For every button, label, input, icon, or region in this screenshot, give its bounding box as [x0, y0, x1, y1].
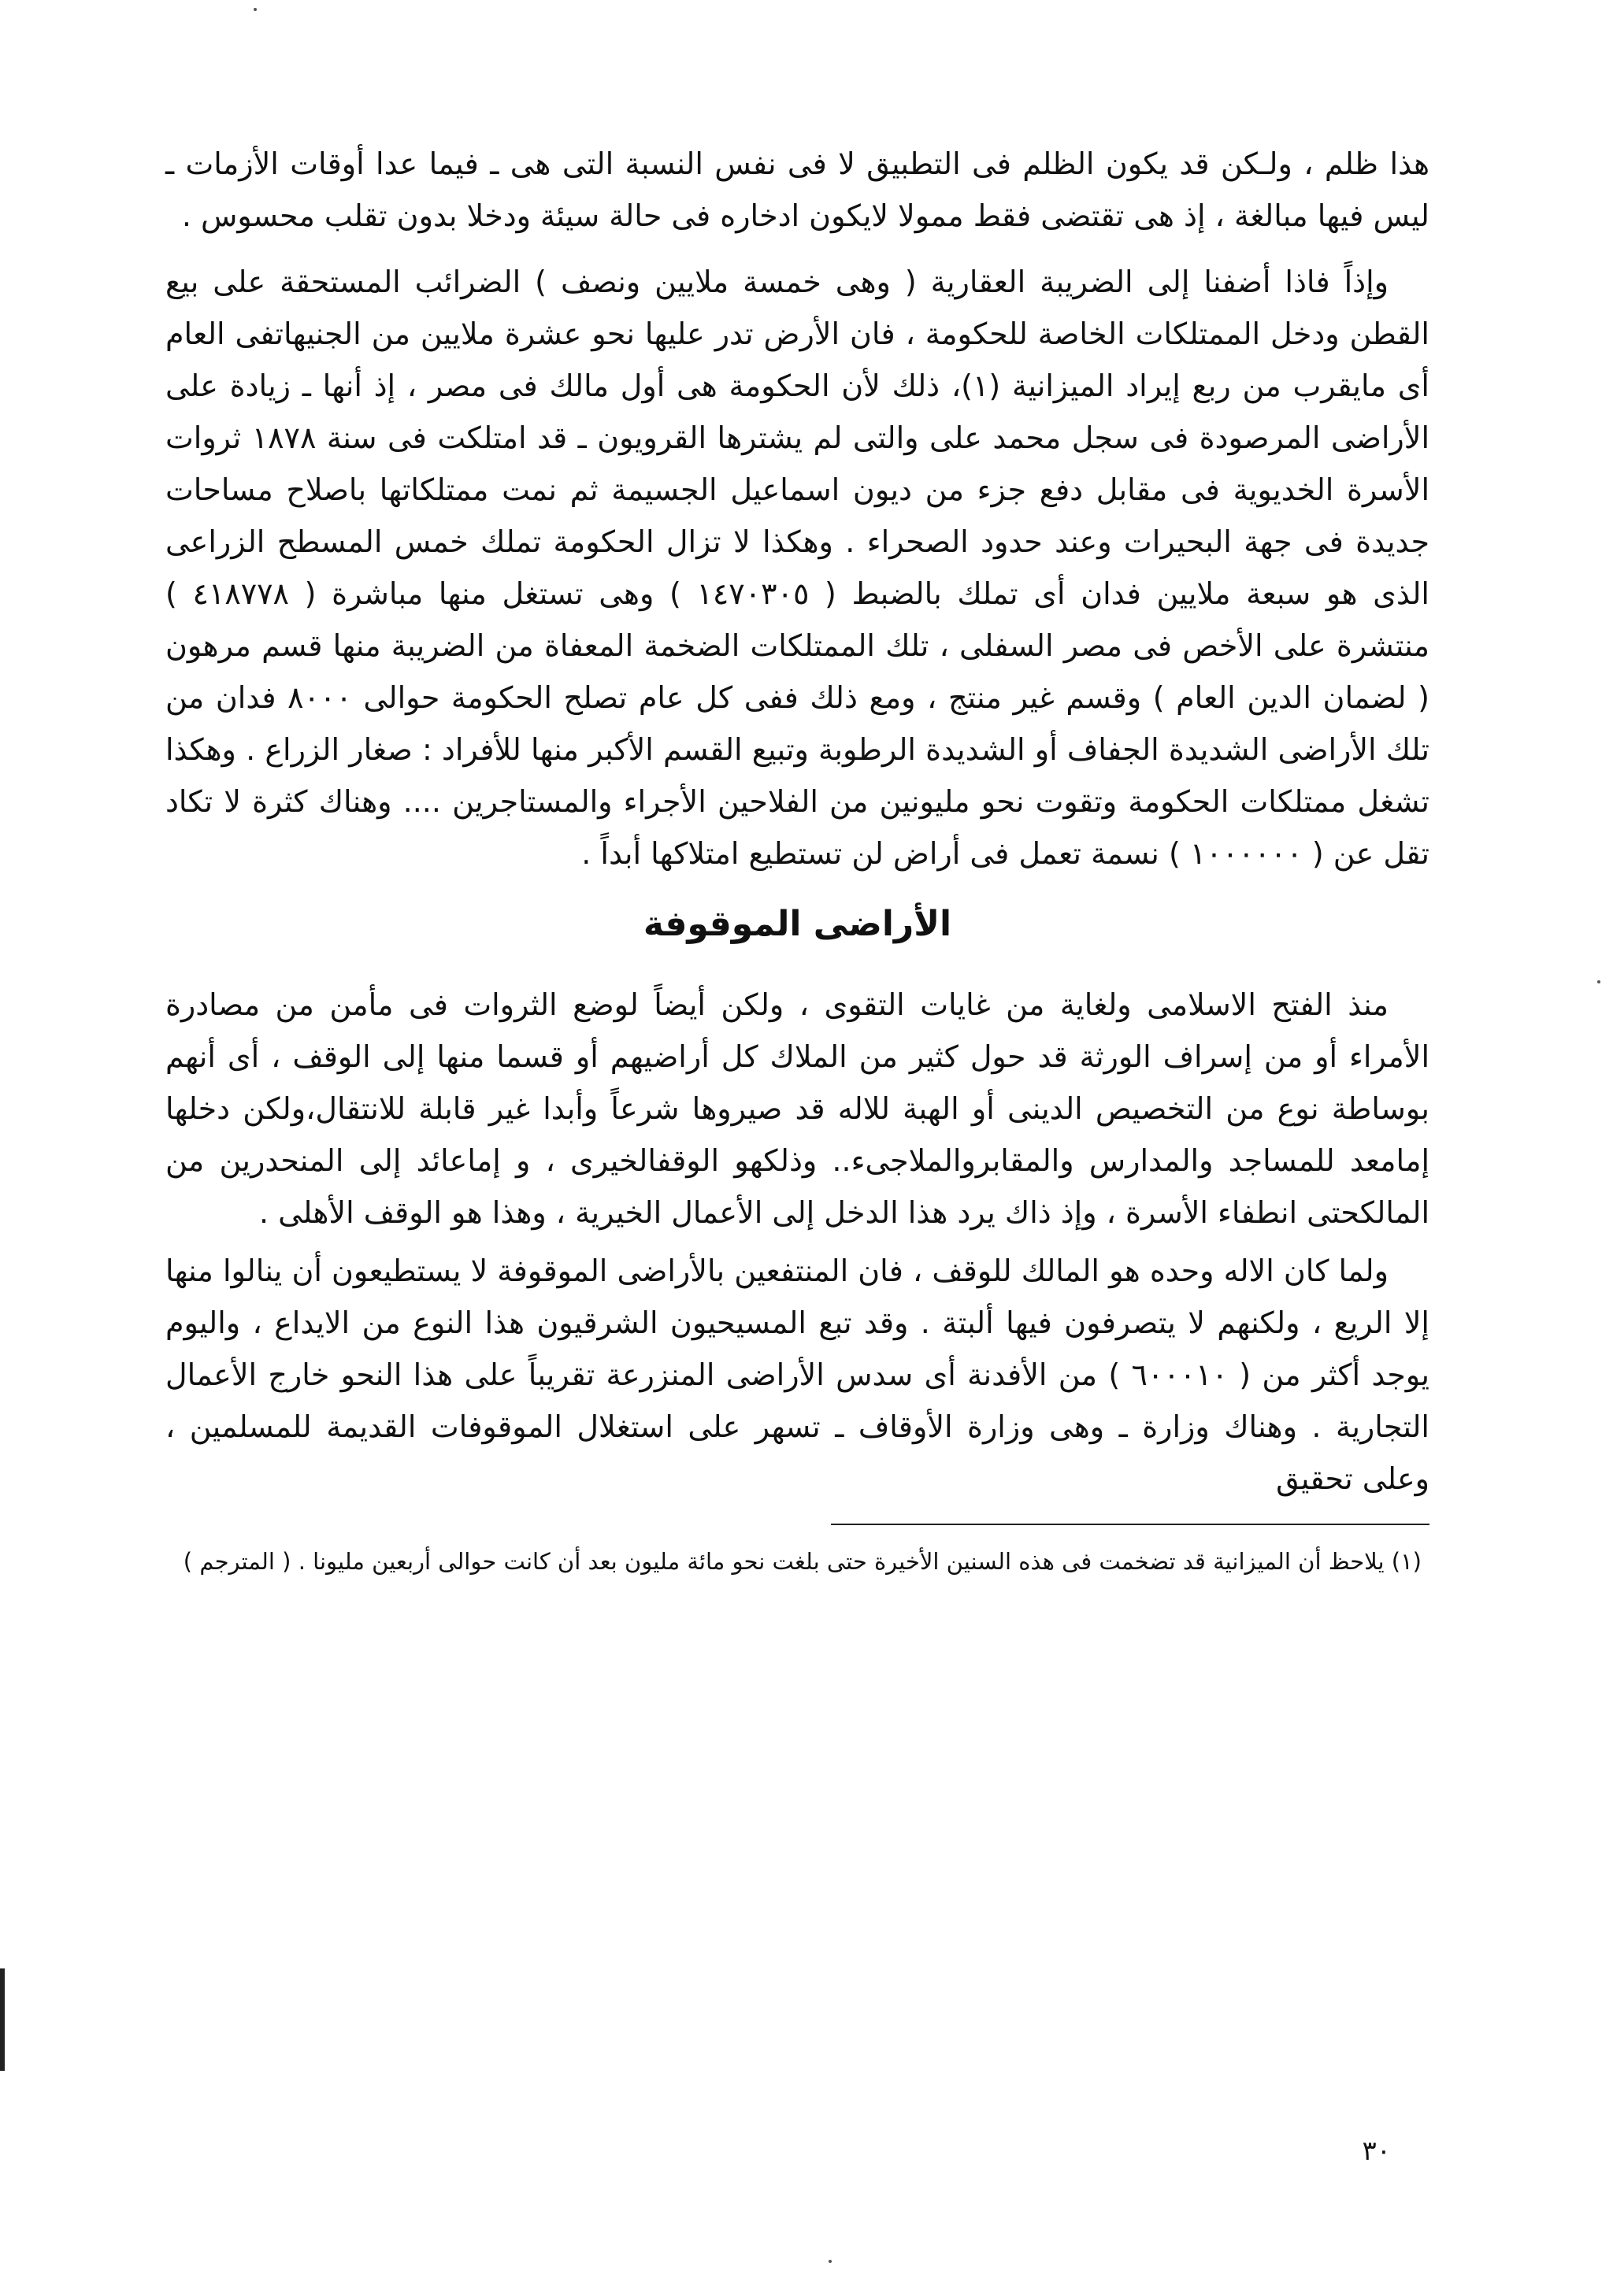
section-paragraph-2: ولما كان الاله وحده هو المالك للوقف ، فان المنتفعين بالأراضى الموقوفة لا يستطيعون أن ينالوا منها إلا الريع ، ولكنهم لا يتصرفون فيها ألبتة . وقد تبع المسيحيون الشرقيون هذا النوع من الايداع ، واليوم يوجد أكثر من ( ٦٠٠٠١٠ ) من الأفدنة أى سدس الأراضى المنزرعة تقريباً على هذا النحو خارج الأعمال التجارية . وهناك وزارة ـ وهى وزارة الأوقاف ـ تسهر على استغلال الموقوفات القديمة للمسلمين ، وعلى تحقيق — [165, 1254, 1429, 1496]
footnote: (١) يلاحظ أن الميزانية قد تضخمت فى هذه السنين الأخيرة حتى بلغت نحو مائة مليون بعد أن كانت حوالى أربعين مليونا . ( المترجم ) — [183, 1548, 1422, 1575]
scan-speck — [1597, 980, 1600, 983]
footnote-divider — [831, 1524, 1429, 1525]
paragraph-1: هذا ظلم ، ولـكن قد يكون الظلم فى التطبيق لا فى نفس النسبة التى هى ـ فيما عدا أوقات الأزمات ـ ليس فيها مبالغة ، إذ هى تقتضى فقط ممولا لايكون ادخاره فى حالة سيئة ودخلا بدون تقلب محسوس . — [165, 146, 1429, 233]
scan-speck — [829, 2260, 832, 2263]
document-page — [165, 138, 1429, 2224]
section-paragraph-1: منذ الفتح الاسلامى ولغاية من غايات التقوى ، ولكن أيضاً لوضع الثروات فى مأمن من مصادرة الأمراء أو من إسراف الورثة قد حول كثير من الملاك كل أراضيهم أو قسما منها إلى الوقف ، أى أنهم بوساطة نوع من التخصيص الدينى أو الهبة للاله قد صيروها شرعاً وأبدا غير قابلة للانتقال،ولكن دخلها إمامعد للمساجد والمدارس والمقابروالملاجىء.. وذلكهو الوقفالخيرى ، و إماعائد إلى المنحدرين من المالكحتى انطفاء الأسرة ، وإذ ذاك يرد هذا الدخل إلى الأعمال الخيرية ، وهذا هو الوقف الأهلى . — [165, 987, 1429, 1230]
scan-binding-edge — [0, 1968, 5, 2071]
scan-speck — [254, 8, 257, 11]
paragraph-2: وإذاً فاذا أضفنا إلى الضريبة العقارية ( وهى خمسة ملايين ونصف ) الضرائب المستحقة على بيع القطن ودخل الممتلكات الخاصة للحكومة ، فان الأرض تدر عليها نحو عشرة ملايين من الجنيهاتفى العام أى مايقرب من ربع إيراد الميزانية (١)، ذلك لأن الحكومة هى أول مالك فى مصر ، إذ أنها ـ زيادة على الأراضى المرصودة فى سجل محمد على والتى لم يشترها القرويون ـ قد امتلكت فى سنة ١٨٧٨ ثروات الأسرة الخديوية فى مقابل دفع جزء من ديون اسماعيل الجسيمة ثم نمت ممتلكاتها باصلاح مساحات جديدة فى جهة البحيرات وعند حدود الصحراء . وهكذا لا تزال الحكومة تملك خمس المسطح الزراعى الذى هو سبعة ملايين فدان أى تملك بالضبط ( ١٤٧٠٣٠٥ ) وهى تستغل منها مباشرة ( ٤١٨٧٧٨ ) منتشرة على الأخص فى مصر السفلى ، تلك الممتلكات الضخمة المعفاة من الضريبة منها قسم مرهون ( لضمان الدين العام ) وقسم غير منتج ، ومع ذلك ففى كل عام تصلح الحكومة حوالى ٨٠٠٠ فدان من تلك الأراضى الشديدة الجفاف أو الشديدة الرطوبة وتبيع القسم الأكبر منها للأفراد : صغار الزراع . وهكذا تشغل ممتلكات الحكومة وتقوت نحو مليونين من الفلاحين الأجراء والمستاجرين .... وهناك كثرة لا تكاد تقل عن ( ١٠٠٠٠٠٠ ) نسمة تعمل فى أراض لن تستطيع امتلاكها أبداً . — [165, 265, 1429, 871]
section-heading: الأراضى الموقوفة — [643, 904, 952, 944]
page-number: ٣٠ — [1362, 2135, 1391, 2167]
